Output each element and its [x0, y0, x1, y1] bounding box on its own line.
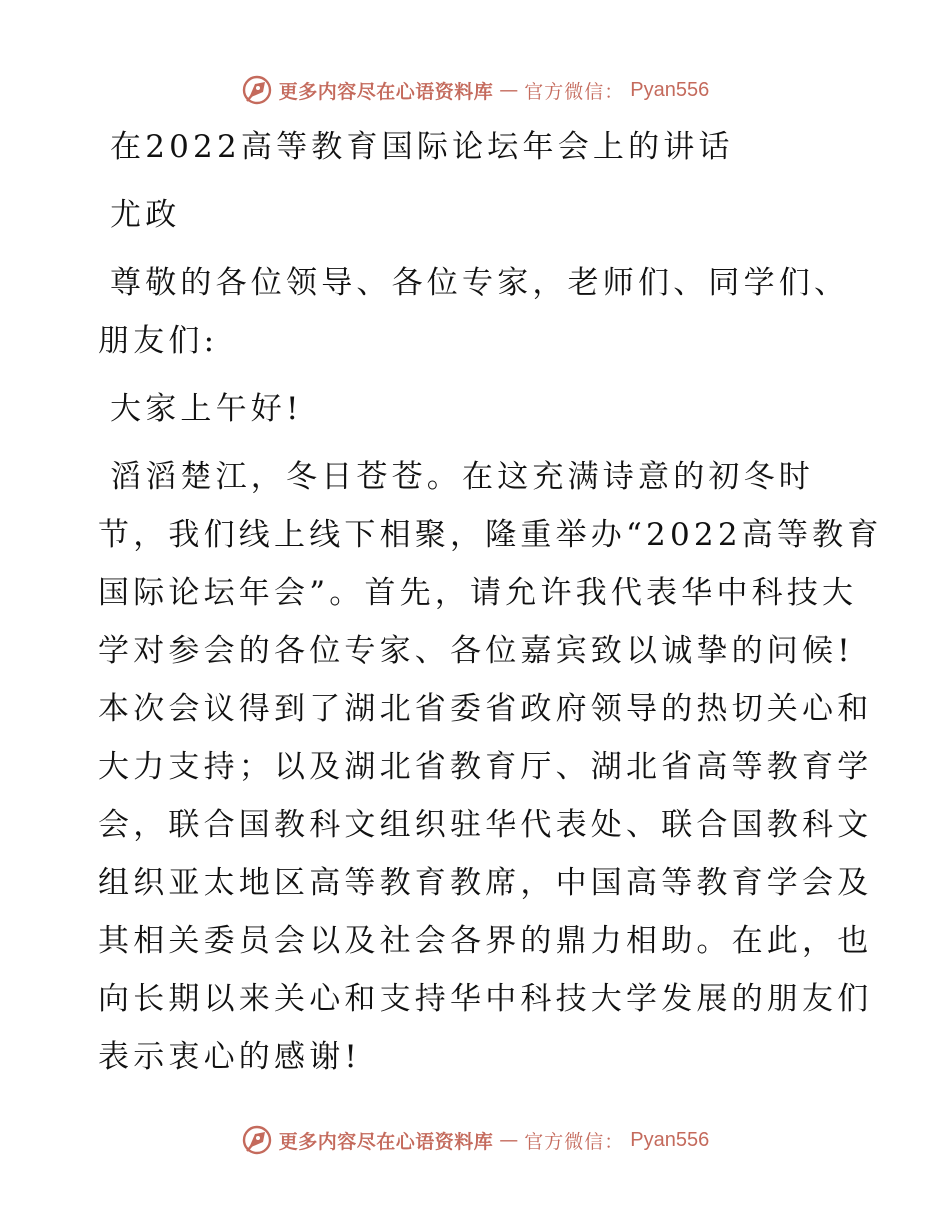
watermark-main-text: 更多内容尽在心语资料库 — [278, 80, 494, 103]
watermark-separator: — — [499, 1129, 519, 1151]
watermark-wechat-label: 官方微信： — [524, 80, 625, 103]
header-watermark — [0, 70, 950, 110]
greeting: 大家上午好! — [110, 391, 303, 427]
body-line: 大力支持；以及湖北省教育厅、湖北省高等教育学 — [98, 749, 873, 785]
watermark-wechat-id: Pyan556 — [630, 1128, 710, 1151]
body-line: 向长期以来关心和支持华中科技大学发展的朋友们 — [98, 981, 873, 1017]
watermark-wechat-id: Pyan556 — [630, 78, 710, 101]
body-line: 国际论坛年会”。首先，请允许我代表华中科技大 — [98, 575, 858, 611]
document-body — [98, 118, 883, 1086]
body-line: 组织亚太地区高等教育教席，中国高等教育学会及 — [98, 865, 873, 901]
watermark-main-text: 更多内容尽在心语资料库 — [278, 1130, 494, 1153]
watermark-separator: — — [499, 79, 519, 101]
fountain-pen-nib-icon — [241, 1124, 273, 1156]
salutation-line-1: 尊敬的各位领导、各位专家，老师们、同学们、 — [110, 265, 850, 301]
body-line: 滔滔楚江，冬日苍苍。在这充满诗意的初冬时 — [110, 459, 814, 495]
document-title: 在2022高等教育国际论坛年会上的讲话 — [110, 129, 734, 165]
body-line: 其相关委员会以及社会各界的鼎力相助。在此，也 — [98, 923, 873, 959]
body-line: 节，我们线上线下相聚，隆重举办“2022高等教育 — [98, 517, 883, 553]
body-line: 表示衷心的感谢! — [98, 1039, 362, 1075]
fountain-pen-nib-icon — [241, 74, 273, 106]
document-author: 尤政 — [110, 197, 181, 233]
body-line: 学对参会的各位专家、各位嘉宾致以诚挚的问候! — [98, 633, 854, 669]
body-line: 会，联合国教科文组织驻华代表处、联合国教科文 — [98, 807, 873, 843]
salutation-line-2: 朋友们: — [98, 323, 219, 359]
body-line: 本次会议得到了湖北省委省政府领导的热切关心和 — [98, 691, 873, 727]
footer-watermark — [0, 1120, 950, 1160]
watermark-wechat-label: 官方微信： — [524, 1130, 625, 1153]
